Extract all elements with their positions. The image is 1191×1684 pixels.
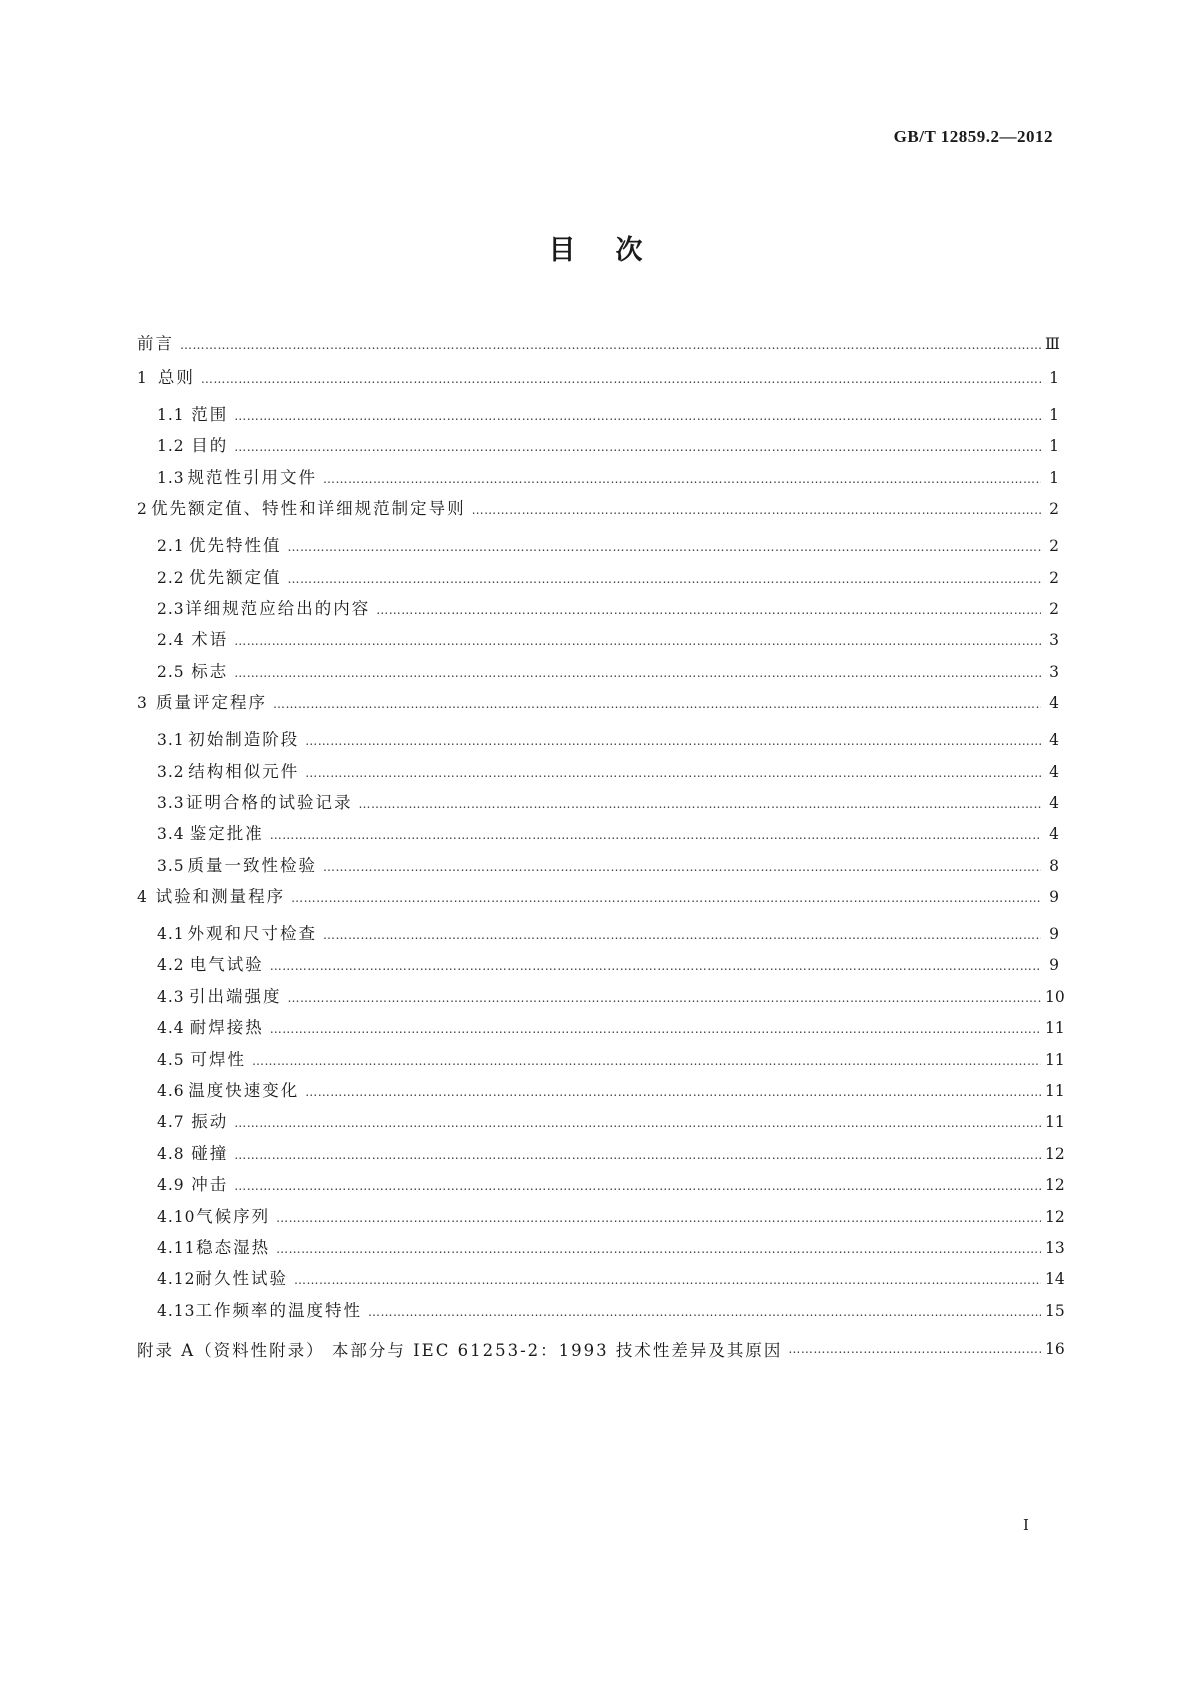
toc-page: 11	[1045, 1113, 1065, 1132]
table-of-contents	[137, 330, 1065, 1370]
dot-leader	[376, 603, 1041, 617]
dot-leader	[323, 472, 1041, 486]
toc-entry-4-4[interactable]	[137, 1014, 1065, 1045]
dot-leader	[234, 409, 1041, 423]
toc-page: 11	[1045, 1082, 1065, 1101]
toc-number: 4.7	[157, 1113, 185, 1132]
toc-number: 4.10	[157, 1207, 196, 1226]
toc-page: 4	[1049, 793, 1059, 812]
toc-entry-3-3[interactable]	[137, 789, 1059, 820]
toc-label: 外观和尺寸检查	[187, 924, 317, 944]
toc-entry-4-3[interactable]	[137, 983, 1065, 1014]
dot-leader	[287, 572, 1041, 586]
toc-number: 2.4	[157, 631, 185, 650]
dot-leader	[305, 1085, 1041, 1099]
toc-page: 3	[1049, 631, 1059, 650]
toc-number: 4.4	[157, 1019, 185, 1038]
toc-label: 详细规范应给出的内容	[185, 598, 371, 618]
toc-label: 附录 A（资料性附录） 本部分与 IEC 61253-2：1993 技术性差异及其原因	[137, 1341, 783, 1361]
standard-code: GB/T 12859.2—2012	[893, 127, 1053, 146]
toc-page: 1	[1049, 468, 1059, 487]
toc-number: 4	[137, 888, 148, 907]
toc-entry-2[interactable]	[137, 495, 1059, 532]
toc-number: 3.5	[157, 856, 185, 875]
dot-leader	[234, 1179, 1041, 1193]
toc-entry-2-3[interactable]	[137, 595, 1059, 626]
dot-leader	[234, 634, 1041, 648]
toc-number: 2	[137, 500, 148, 519]
toc-number: 2.2	[157, 568, 185, 587]
toc-entry-2-4[interactable]	[137, 626, 1059, 657]
toc-entry-4-7[interactable]	[137, 1108, 1065, 1139]
toc-page: 13	[1045, 1238, 1065, 1257]
toc-page: 12	[1045, 1144, 1065, 1163]
toc-entry-3-5[interactable]	[137, 852, 1059, 883]
toc-page: 2	[1049, 568, 1059, 587]
toc-number: 3	[137, 694, 148, 713]
dot-leader	[287, 991, 1041, 1005]
dot-leader	[252, 1054, 1041, 1068]
toc-number: 4.12	[157, 1270, 196, 1289]
dot-leader	[234, 1148, 1041, 1162]
toc-entry-4-13[interactable]	[137, 1297, 1065, 1328]
dot-leader	[323, 928, 1041, 942]
toc-entry-2-5[interactable]	[137, 658, 1059, 689]
toc-entry-4-10[interactable]	[137, 1203, 1065, 1234]
toc-entry-4-11[interactable]	[137, 1234, 1065, 1265]
toc-label: 电气试验	[189, 955, 264, 975]
toc-entry-1-1[interactable]	[137, 401, 1059, 432]
toc-label: 鉴定批准	[189, 824, 264, 844]
toc-page: 4	[1049, 825, 1059, 844]
toc-label: 结构相似元件	[188, 761, 300, 781]
toc-label: 术语	[191, 630, 229, 650]
toc-label: 初始制造阶段	[188, 730, 300, 750]
toc-label: 耐久性试验	[195, 1269, 289, 1289]
toc-page: 8	[1049, 856, 1059, 875]
toc-entry-1-2[interactable]	[137, 432, 1059, 463]
toc-page: 3	[1049, 662, 1059, 681]
dot-leader	[305, 734, 1041, 748]
page-title: 目次	[548, 235, 683, 266]
toc-number: 2.3	[157, 599, 185, 618]
toc-page: 9	[1049, 956, 1059, 975]
toc-label: 试验和测量程序	[155, 887, 286, 907]
toc-page: 16	[1045, 1340, 1065, 1359]
toc-entry-3-4[interactable]	[137, 820, 1059, 851]
toc-label: 耐焊接热	[189, 1018, 264, 1038]
dot-leader	[270, 828, 1041, 842]
dot-leader	[358, 797, 1041, 811]
toc-page: 4	[1049, 731, 1059, 750]
toc-number: 4.8	[157, 1144, 185, 1163]
toc-entry-3-1[interactable]	[137, 726, 1059, 757]
toc-page: 9	[1049, 925, 1059, 944]
toc-label: 规范性引用文件	[187, 467, 317, 487]
toc-entry-2-2[interactable]	[137, 564, 1059, 595]
toc-entry-4-6[interactable]	[137, 1077, 1065, 1108]
dot-leader	[234, 666, 1041, 680]
toc-label: 质量评定程序	[156, 693, 268, 713]
toc-page: 10	[1045, 987, 1065, 1006]
toc-page: 1	[1049, 406, 1059, 424]
dot-leader	[323, 860, 1041, 874]
toc-entry-4-5[interactable]	[137, 1046, 1065, 1077]
toc-page: 11	[1045, 1019, 1065, 1038]
dot-leader	[305, 766, 1041, 780]
toc-page: 9	[1049, 888, 1059, 907]
toc-page: 14	[1045, 1270, 1065, 1289]
dot-leader	[276, 1242, 1041, 1256]
toc-number: 2.5	[157, 662, 185, 681]
toc-entry-4-8[interactable]	[137, 1140, 1065, 1171]
toc-label: 工作频率的温度特性	[195, 1300, 363, 1320]
toc-label: 优先额定值	[188, 567, 282, 587]
toc-number: 1	[137, 369, 148, 387]
toc-page: 1	[1049, 437, 1059, 456]
toc-entry-3[interactable]	[137, 689, 1059, 726]
dot-leader	[276, 1211, 1041, 1225]
dot-leader	[788, 1342, 1041, 1356]
toc-label: 优先额定值、特性和详细规范制定导则	[151, 499, 466, 519]
dot-leader	[291, 891, 1041, 905]
toc-entry-1[interactable]	[137, 364, 1059, 401]
toc-number: 1.3	[157, 468, 185, 487]
toc-entry-4-2[interactable]	[137, 951, 1059, 982]
toc-entry-4-9[interactable]	[137, 1171, 1065, 1202]
toc-entry-appendix-a[interactable]	[137, 1328, 1065, 1370]
dot-leader	[287, 540, 1041, 554]
page-number: I	[1023, 1516, 1029, 1534]
toc-label: 温度快速变化	[188, 1081, 300, 1101]
toc-label: 碰撞	[191, 1143, 229, 1163]
dot-leader	[368, 1305, 1041, 1319]
toc-entry-4-12[interactable]	[137, 1265, 1065, 1296]
toc-page: 2	[1049, 599, 1059, 618]
dot-leader	[270, 1022, 1041, 1036]
toc-page: 12	[1045, 1207, 1065, 1226]
toc-entry-4-1[interactable]	[137, 920, 1059, 951]
dot-leader	[234, 1116, 1041, 1130]
dot-leader	[180, 338, 1041, 352]
toc-page: 2	[1049, 537, 1059, 556]
toc-number: 1.2	[157, 437, 185, 456]
toc-number: 4.5	[157, 1050, 185, 1069]
dot-leader	[234, 440, 1041, 454]
toc-label: 振动	[191, 1112, 229, 1132]
dot-leader	[294, 1273, 1041, 1287]
toc-number: 4.9	[157, 1176, 185, 1195]
toc-label: 目的	[191, 436, 229, 456]
toc-number: 2.1	[157, 537, 185, 556]
toc-page: 1	[1049, 369, 1059, 387]
toc-label: 总则	[157, 368, 195, 387]
toc-number: 4.11	[157, 1238, 196, 1257]
toc-label: 冲击	[191, 1175, 229, 1195]
toc-number: 4.3	[157, 987, 185, 1006]
toc-number: 4.6	[157, 1082, 185, 1101]
toc-label: 可焊性	[190, 1049, 246, 1069]
toc-page: 4	[1049, 762, 1059, 781]
toc-entry-4[interactable]	[137, 883, 1059, 920]
toc-label: 优先特性值	[188, 536, 282, 556]
toc-page: 15	[1045, 1301, 1065, 1320]
toc-page: Ⅲ	[1045, 335, 1060, 353]
toc-entry-1-3[interactable]	[137, 464, 1059, 495]
toc-label: 气候序列	[196, 1206, 271, 1226]
toc-page: 12	[1045, 1176, 1065, 1195]
toc-page: 2	[1049, 500, 1059, 519]
toc-number: 3.4	[157, 825, 185, 844]
dot-leader	[472, 503, 1041, 517]
toc-entry-3-2[interactable]	[137, 758, 1059, 789]
toc-page: 4	[1049, 694, 1059, 713]
toc-label: 引出端强度	[188, 986, 282, 1006]
toc-label: 质量一致性检验	[187, 855, 317, 875]
dot-leader	[270, 959, 1041, 973]
toc-number: 3.2	[157, 762, 185, 781]
toc-label: 证明合格的试验记录	[185, 792, 353, 812]
toc-number: 4.13	[157, 1301, 196, 1320]
toc-number: 4.1	[157, 925, 185, 944]
toc-entry-2-1[interactable]	[137, 532, 1059, 563]
dot-leader	[273, 697, 1041, 711]
toc-entry-foreword[interactable]	[137, 330, 1059, 364]
toc-number: 3.3	[157, 793, 185, 812]
toc-number: 4.2	[157, 956, 185, 975]
dot-leader	[201, 372, 1041, 386]
toc-label: 范围	[191, 405, 229, 424]
toc-number: 3.1	[157, 731, 185, 750]
toc-number: 1.1	[157, 406, 185, 424]
toc-label: 前言	[137, 334, 174, 353]
toc-label: 稳态湿热	[196, 1237, 271, 1257]
toc-label: 标志	[191, 661, 229, 681]
toc-page: 11	[1045, 1050, 1065, 1069]
